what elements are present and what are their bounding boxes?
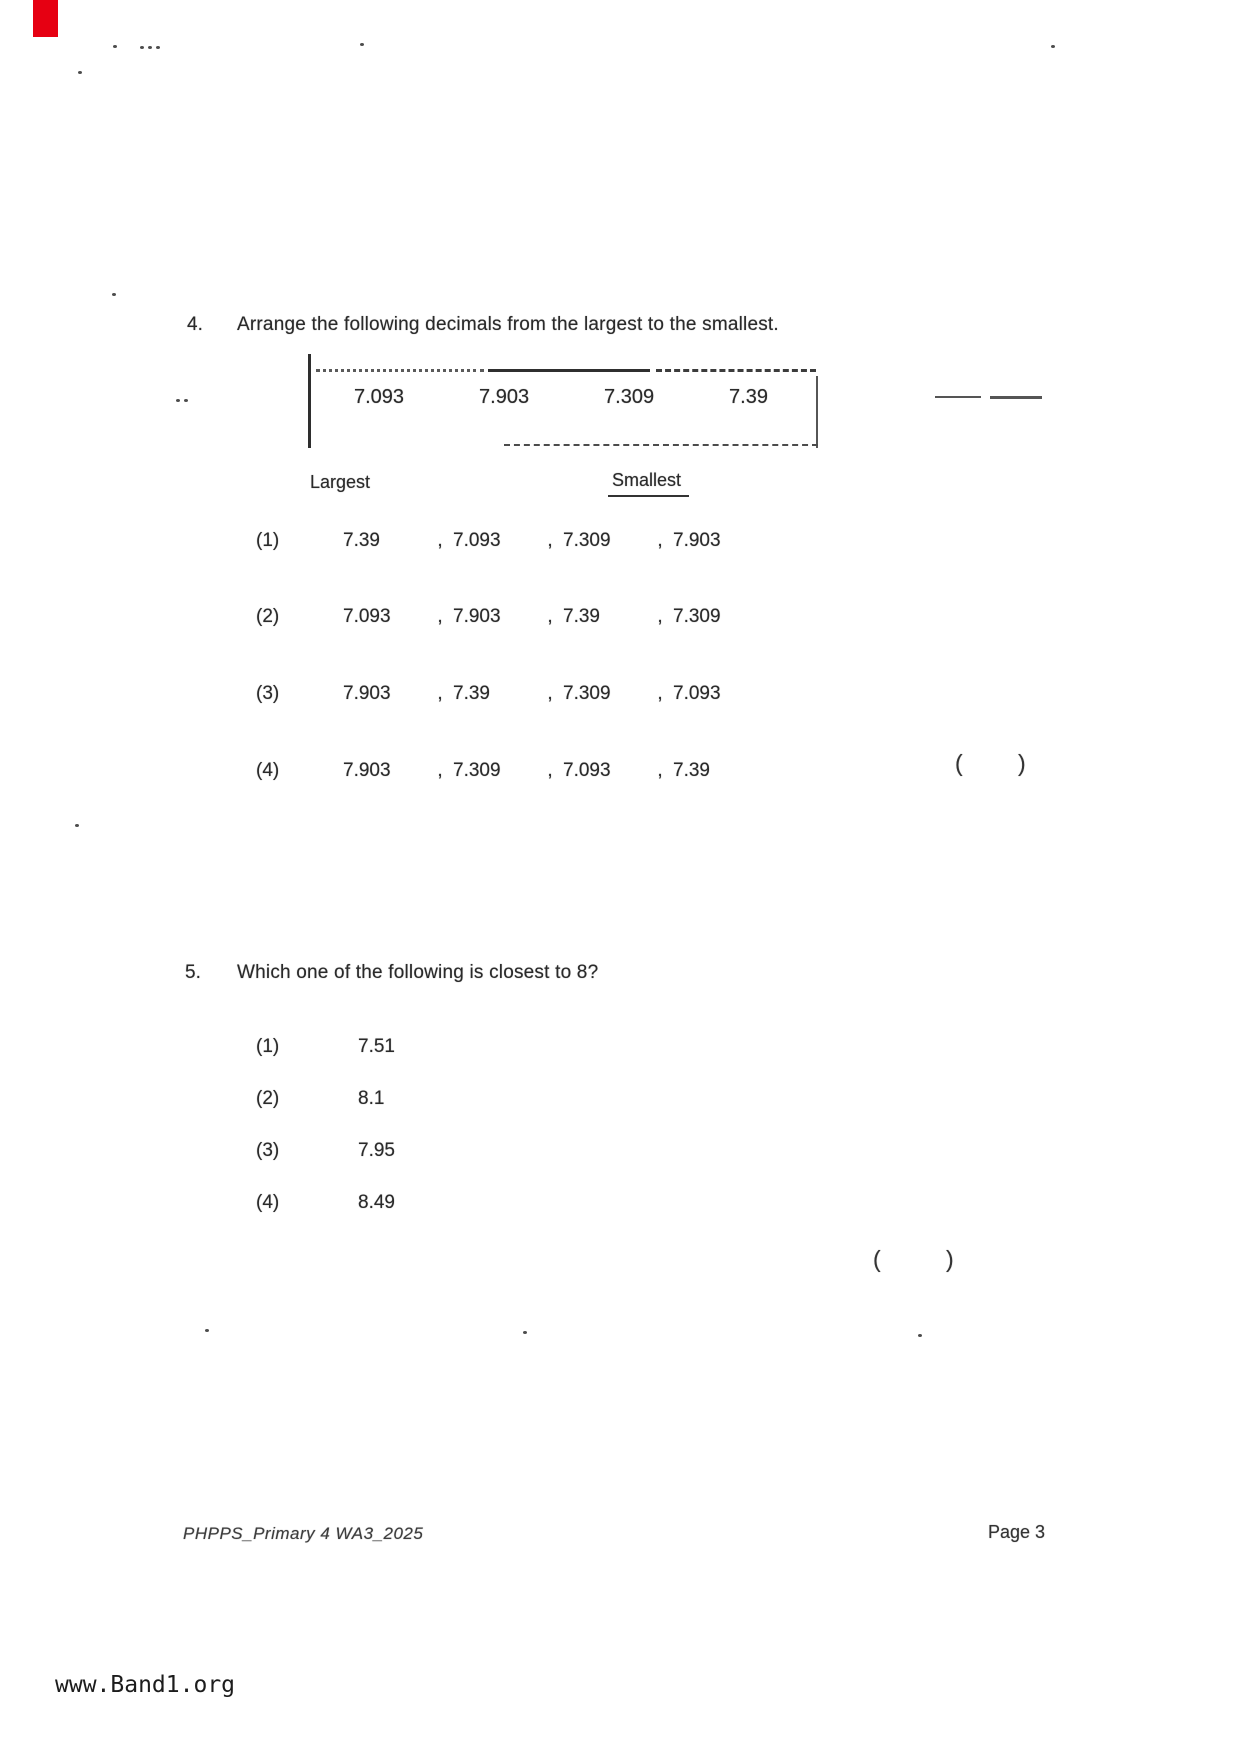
comma: , — [547, 760, 553, 781]
option-label: (2) — [256, 606, 280, 627]
comma: , — [657, 683, 663, 704]
q4-answer-paren-close: ) — [1018, 750, 1026, 776]
comma: , — [437, 760, 443, 781]
option-value: 7.309 — [563, 683, 611, 704]
scan-speck — [176, 399, 180, 402]
scan-speck — [184, 399, 188, 402]
option-value: 7.95 — [358, 1140, 395, 1161]
option-label: (2) — [256, 1088, 280, 1109]
scan-speck — [112, 293, 116, 296]
option-value: 7.39 — [343, 530, 380, 551]
scan-speck — [918, 1334, 922, 1337]
comma: , — [437, 606, 443, 627]
option-value: 7.903 — [343, 760, 391, 781]
option-value: 7.093 — [453, 530, 501, 551]
watermark-band1-url: www.Band1.org — [55, 1672, 236, 1698]
option-value: 7.093 — [343, 606, 391, 627]
option-value: 7.39 — [563, 606, 600, 627]
option-label: (3) — [256, 1140, 280, 1161]
q5-option-4 — [256, 1192, 395, 1214]
option-value: 7.903 — [453, 606, 501, 627]
footer-page-number: Page 3 — [988, 1522, 1046, 1542]
footer-document-id: PHPPS_Primary 4 WA3_2025 — [183, 1524, 424, 1543]
decimal-values-row — [308, 386, 820, 409]
scan-speck — [113, 45, 117, 48]
q4-option-2 — [256, 606, 757, 628]
comma: , — [437, 683, 443, 704]
option-label: (4) — [256, 1192, 280, 1213]
scan-dash-artifact — [935, 396, 981, 398]
option-value: 7.309 — [563, 530, 611, 551]
option-value: 7.903 — [343, 683, 391, 704]
option-value: 7.39 — [673, 760, 710, 781]
option-label: (4) — [256, 760, 280, 781]
decimal-value: 7.309 — [604, 386, 655, 408]
q5-answer-paren-close: ) — [946, 1246, 954, 1272]
scan-speck — [140, 46, 144, 49]
option-value: 7.309 — [673, 606, 721, 627]
option-label: (3) — [256, 683, 280, 704]
option-value: 7.093 — [563, 760, 611, 781]
scan-speck — [148, 46, 152, 49]
box-border-top — [656, 369, 816, 372]
scan-speck — [75, 824, 79, 827]
decimal-value: 7.903 — [479, 386, 530, 408]
option-label: (1) — [256, 1036, 280, 1057]
q5-option-1 — [256, 1036, 395, 1058]
question-4-prompt: Arrange the following decimals from the largest to the smallest. — [237, 314, 779, 335]
comma: , — [657, 530, 663, 551]
scan-speck — [78, 71, 82, 74]
q4-option-3 — [256, 683, 757, 705]
largest-label: Largest — [310, 472, 371, 492]
scan-speck — [156, 46, 160, 49]
q5-answer-paren-open: ( — [873, 1246, 881, 1272]
decimal-value: 7.39 — [729, 386, 768, 408]
q5-option-2 — [256, 1088, 384, 1110]
comma: , — [657, 606, 663, 627]
comma: , — [657, 760, 663, 781]
smallest-label: Smallest — [608, 470, 689, 497]
option-value: 7.903 — [673, 530, 721, 551]
decimal-value: 7.093 — [354, 386, 405, 408]
comma: , — [437, 530, 443, 551]
box-border-bottom — [504, 444, 818, 446]
q4-answer-paren-open: ( — [955, 750, 963, 776]
scan-speck — [1051, 45, 1055, 48]
scan-speck — [523, 1331, 527, 1334]
q4-option-4 — [256, 760, 757, 782]
option-value: 8.49 — [358, 1192, 395, 1213]
decimals-box — [308, 352, 820, 448]
option-value: 7.093 — [673, 683, 721, 704]
comma: , — [547, 530, 553, 551]
question-4-number: 4. — [187, 314, 203, 335]
box-border-top — [488, 369, 650, 372]
question-5-number: 5. — [185, 962, 201, 983]
question-5-prompt: Which one of the following is closest to 8? — [237, 962, 599, 983]
option-label: (1) — [256, 530, 280, 551]
q4-option-1 — [256, 530, 757, 552]
scan-dash-artifact — [990, 396, 1042, 399]
scan-speck — [205, 1329, 209, 1332]
comma: , — [547, 606, 553, 627]
box-border-top — [316, 369, 484, 372]
option-value: 8.1 — [358, 1088, 385, 1109]
option-value: 7.39 — [453, 683, 490, 704]
option-value: 7.51 — [358, 1036, 395, 1057]
q5-option-3 — [256, 1140, 395, 1162]
option-value: 7.309 — [453, 760, 501, 781]
comma: , — [547, 683, 553, 704]
scan-speck — [360, 43, 364, 46]
